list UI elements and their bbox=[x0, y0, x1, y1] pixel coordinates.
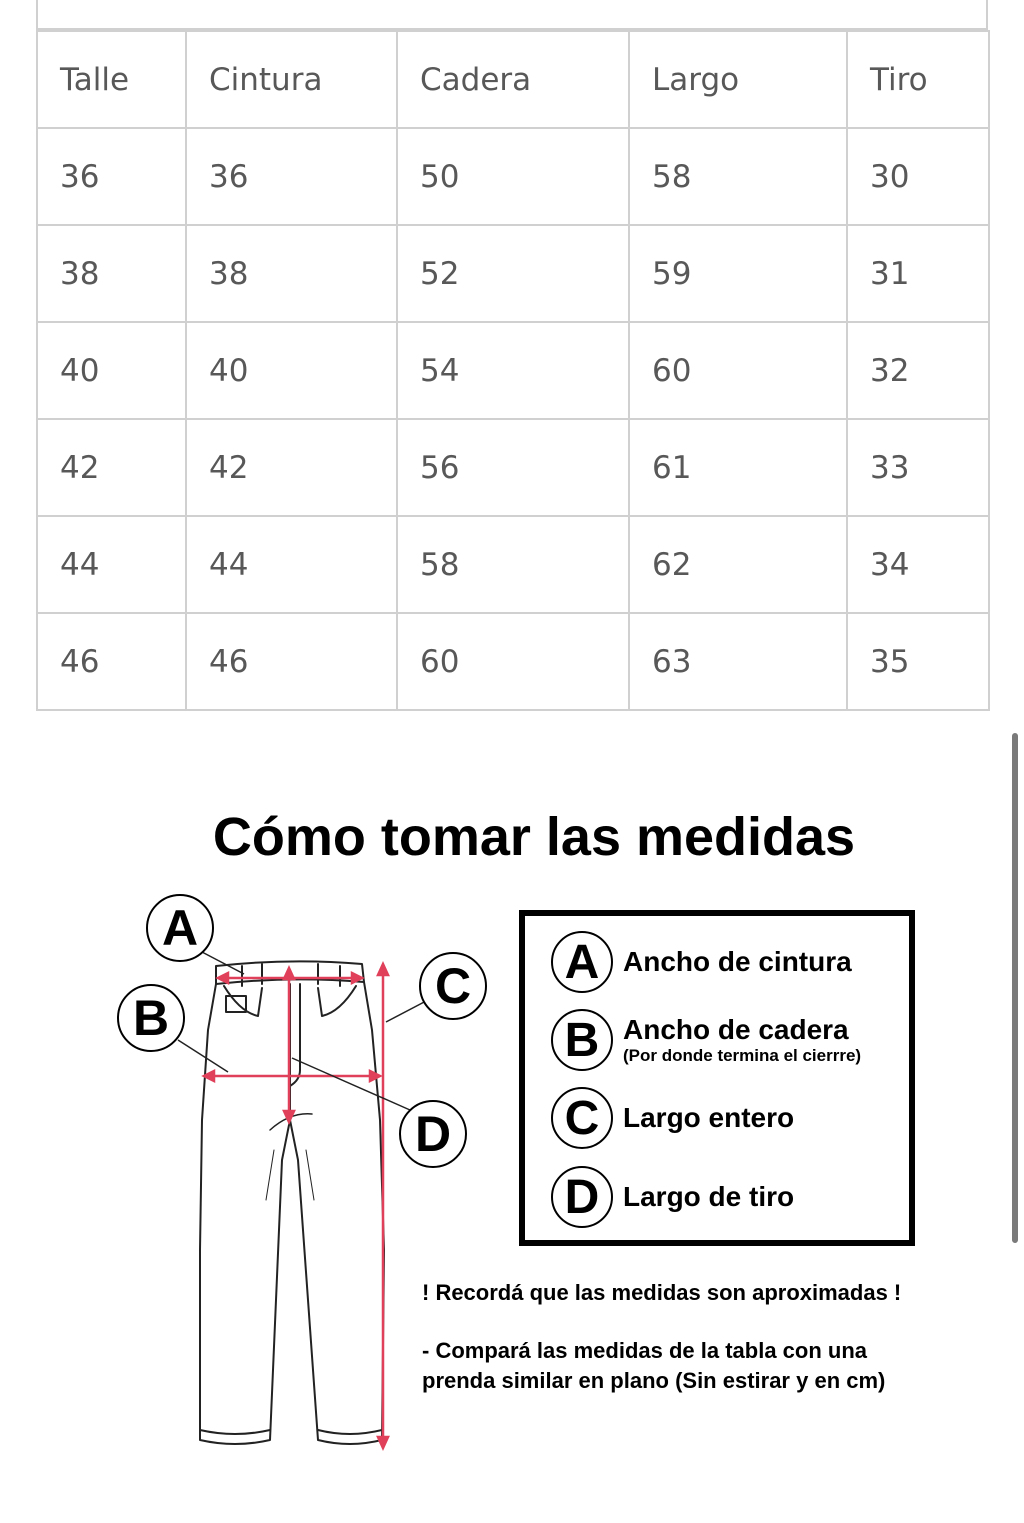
table-top-strip bbox=[36, 0, 988, 30]
note-compare-line1: - Compará las medidas de la tabla con una bbox=[422, 1338, 868, 1363]
diagram-label-a: A bbox=[146, 894, 214, 962]
header-cadera: Cadera bbox=[397, 31, 629, 128]
legend-letter: B bbox=[551, 1009, 613, 1071]
pants-outline bbox=[200, 982, 384, 1444]
table-cell: 52 bbox=[397, 225, 629, 322]
table-cell: 62 bbox=[629, 516, 847, 613]
legend-label: Ancho de cadera (Por donde termina el cierrre) bbox=[623, 1014, 862, 1065]
table-cell: 31 bbox=[847, 225, 989, 322]
table-cell: 59 bbox=[629, 225, 847, 322]
legend-letter: D bbox=[551, 1166, 613, 1228]
table-cell: 44 bbox=[37, 516, 186, 613]
table-cell: 60 bbox=[629, 322, 847, 419]
legend-item-b bbox=[551, 1009, 861, 1071]
table-cell: 38 bbox=[186, 225, 397, 322]
guide-title: Cómo tomar las medidas bbox=[212, 807, 856, 867]
table-cell: 46 bbox=[37, 613, 186, 710]
table-cell: 38 bbox=[37, 225, 186, 322]
table-row bbox=[37, 128, 989, 225]
table-cell: 54 bbox=[397, 322, 629, 419]
table-cell: 50 bbox=[397, 128, 629, 225]
table-cell: 40 bbox=[186, 322, 397, 419]
table-cell: 34 bbox=[847, 516, 989, 613]
diagram-label-d: D bbox=[399, 1100, 467, 1168]
legend-item-c bbox=[551, 1087, 794, 1149]
table-cell: 35 bbox=[847, 613, 989, 710]
table-row bbox=[37, 613, 989, 710]
legend-box bbox=[519, 910, 915, 1246]
table-cell: 42 bbox=[186, 419, 397, 516]
header-cintura: Cintura bbox=[186, 31, 397, 128]
header-tiro: Tiro bbox=[847, 31, 989, 128]
legend-letter: A bbox=[551, 931, 613, 993]
table-cell: 42 bbox=[37, 419, 186, 516]
note-compare-line2: prenda similar en plano (Sin estirar y en cm) bbox=[422, 1368, 886, 1393]
table-cell: 44 bbox=[186, 516, 397, 613]
legend-item-a bbox=[551, 931, 852, 993]
diagram-label-c: C bbox=[419, 952, 487, 1020]
note-approximate: ! Recordá que las medidas son aproximadas ! bbox=[422, 1280, 902, 1305]
table-cell: 63 bbox=[629, 613, 847, 710]
table-row bbox=[37, 225, 989, 322]
table-cell: 58 bbox=[397, 516, 629, 613]
diagram-label-b: B bbox=[117, 984, 185, 1052]
legend-sublabel: (Por donde termina el cierrre) bbox=[623, 1045, 862, 1065]
table-row bbox=[37, 419, 989, 516]
table-cell: 30 bbox=[847, 128, 989, 225]
header-largo: Largo bbox=[629, 31, 847, 128]
legend-label: Largo de tiro bbox=[623, 1181, 795, 1213]
table-cell: 40 bbox=[37, 322, 186, 419]
table-cell: 60 bbox=[397, 613, 629, 710]
table-cell: 46 bbox=[186, 613, 397, 710]
legend-letter: C bbox=[551, 1087, 613, 1149]
table-row bbox=[37, 322, 989, 419]
table-cell: 36 bbox=[186, 128, 397, 225]
table-cell: 32 bbox=[847, 322, 989, 419]
table-cell: 56 bbox=[397, 419, 629, 516]
table-cell: 58 bbox=[629, 128, 847, 225]
header-talle: Talle bbox=[37, 31, 186, 128]
table-cell: 36 bbox=[37, 128, 186, 225]
legend-label: Ancho de cintura bbox=[623, 946, 852, 978]
legend-label: Largo entero bbox=[623, 1102, 795, 1134]
size-table bbox=[36, 30, 990, 711]
legend-item-d bbox=[551, 1166, 794, 1228]
table-row bbox=[37, 516, 989, 613]
table-cell: 33 bbox=[847, 419, 989, 516]
table-cell: 61 bbox=[629, 419, 847, 516]
table-header-row bbox=[37, 31, 989, 128]
